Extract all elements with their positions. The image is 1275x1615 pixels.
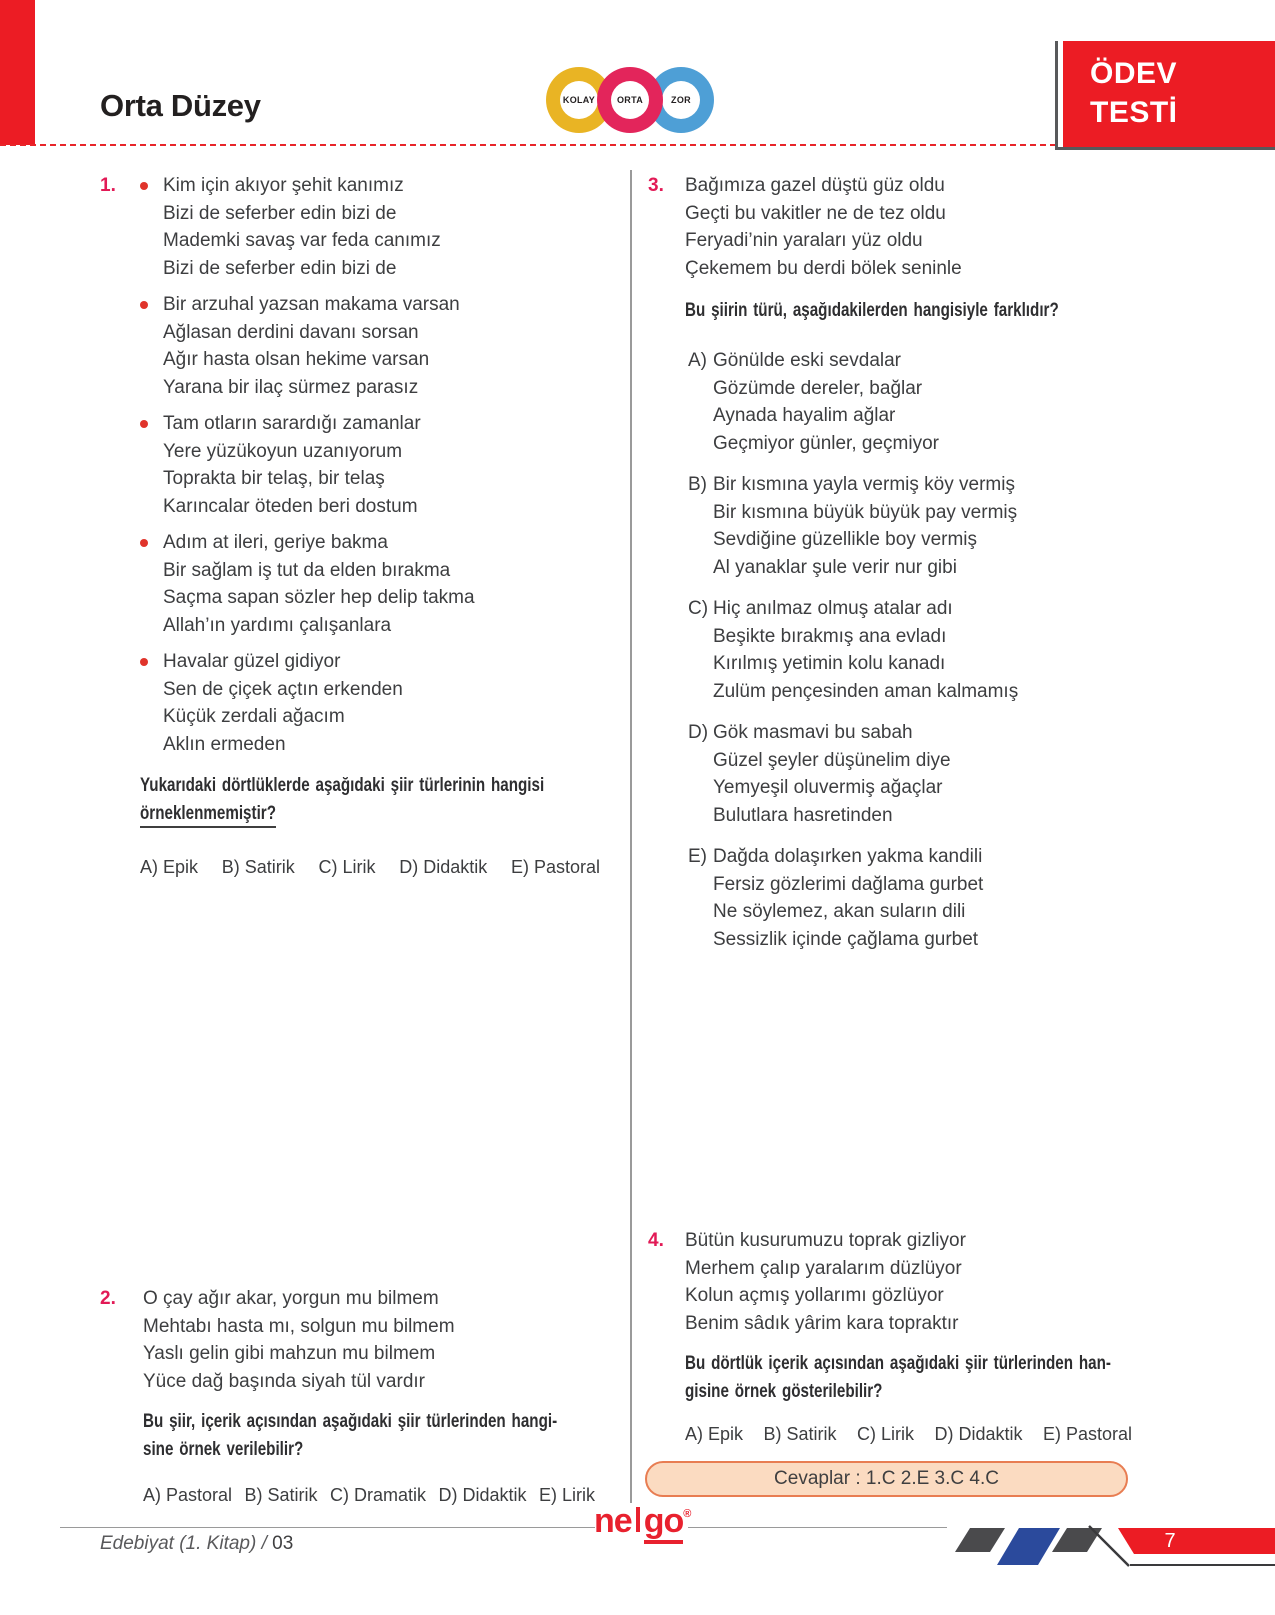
test-badge-bottom-rule [1055, 147, 1275, 150]
page-number-band [1118, 1528, 1275, 1554]
corner-accent-bar [0, 0, 35, 145]
poem-line: Yüce dağ başında siyah tül vardır [143, 1370, 426, 1392]
poem-line: Sen de çiçek açtın erkenden [163, 678, 403, 700]
poem-line: Adım at ileri, geriye bakma [163, 532, 388, 553]
poem-line: Karıncalar öteden beri dostum [163, 495, 418, 517]
poem-line: Yemyeşil oluvermiş ağaçlar [713, 777, 943, 798]
poem-line: Havalar güzel gidiyor [163, 651, 341, 672]
poem-line: Yere yüzükoyun uzanıyorum [163, 440, 403, 462]
option-letter: B) [688, 474, 707, 495]
poem-stanza [100, 529, 605, 639]
poem-line: Kim için akıyor şehit kanımız [163, 175, 404, 196]
page-number: 7 [1164, 1530, 1176, 1552]
poem-line: Aynada hayalim ağlar [713, 405, 896, 426]
answer-options-row [685, 1421, 1132, 1449]
question-number: 1. [100, 175, 116, 196]
test-type-line2: TESTİ [1090, 96, 1178, 129]
poem-line: Gözümde dereler, bağlar [713, 377, 923, 399]
badge-zor-label: ZOR [671, 95, 691, 105]
stem-line: gisine örnek gösterilebilir? [685, 1381, 883, 1402]
stripe-blue [997, 1528, 1060, 1565]
nego-logo [594, 1502, 691, 1541]
option-E [648, 843, 1143, 953]
poem-line: Ağır hasta olsan hekime varsan [163, 349, 430, 370]
poem-line: Bir sağlam iş tut da elden bırakma [163, 559, 451, 581]
poem-stanza [100, 410, 605, 520]
footer-decoration [930, 1500, 1275, 1570]
test-type-badge [1063, 41, 1275, 147]
poem-line: Gök masmavi bu sabah [713, 722, 913, 743]
option-letter: E) [688, 846, 707, 867]
poem-line: Güzel şeyler düşünelim diye [713, 749, 951, 771]
bullet-icon [140, 182, 148, 190]
option-A [648, 347, 1143, 457]
option-letter: D) [688, 722, 709, 743]
answer-key-text: Cevaplar : 1.C 2.E 3.C 4.C [774, 1468, 999, 1489]
option-item: D) Didaktik [934, 1424, 1023, 1444]
test-type-line1: ÖDEV [1090, 57, 1178, 90]
poem-line: Allah’ın yardımı çalışanlara [163, 614, 392, 636]
poem-line: Yaslı gelin gibi mahzun mu bilmem [143, 1343, 436, 1364]
question-3 [648, 172, 1143, 967]
poem-line: Yarana bir ilaç sürmez parasız [163, 376, 419, 398]
poem-line: Toprakta bir telaş, bir telaş [163, 468, 385, 489]
registered-mark: ® [683, 1508, 692, 1520]
poem-stanza [143, 1285, 605, 1395]
poem-line: O çay ağır akar, yorgun mu bilmem [143, 1288, 439, 1309]
poem-line: Feryadi’nin yaraları yüz oldu [685, 230, 923, 251]
option-item: B) Satirik [221, 857, 295, 877]
bullet-icon [140, 301, 148, 309]
poem-line: Kırılmış yetimin kolu kanadı [713, 653, 946, 674]
header-divider [0, 144, 1056, 146]
poem-line: Bütün kusurumuzu toprak gizliyor [685, 1230, 966, 1251]
answer-options-list [648, 347, 1143, 953]
poem-line: Merhem çalıp yaralarım düzlüyor [685, 1257, 962, 1279]
badge-kolay-label: KOLAY [562, 95, 596, 105]
poem-line: Geçti bu vakitler ne de tez oldu [685, 202, 946, 224]
logo-text-ne: ne [594, 1502, 632, 1540]
option-item: B) Satirik [244, 1485, 318, 1505]
bullet-icon [140, 539, 148, 547]
poem-line: Sevdiğine güzellikle boy vermiş [713, 529, 978, 550]
poem-line: Bizi de seferber edin bizi de [163, 202, 397, 224]
poem-line: Kolun açmış yollarımı gözlüyor [685, 1285, 944, 1306]
question-stem [143, 1408, 605, 1464]
option-item: A) Epik [140, 857, 199, 877]
column-divider [630, 170, 632, 1503]
difficulty-badges [546, 67, 714, 133]
poem-line: Mademki savaş var feda canımız [163, 230, 441, 251]
poem-line: Ne söylemez, akan suların dili [713, 901, 966, 922]
option-D [648, 719, 1143, 829]
answer-options-row [140, 854, 600, 882]
poem-line: Fersiz gözlerimi dağlama gurbet [713, 873, 984, 895]
question-number: 2. [100, 1288, 116, 1309]
option-item: D) Didaktik [399, 857, 488, 877]
poem-stanza [685, 1227, 1143, 1337]
poem-line: Bizi de seferber edin bizi de [163, 257, 397, 279]
option-B [648, 471, 1143, 581]
test-badge-left-rule [1055, 41, 1058, 148]
poem-line: Ağlasan derdini davanı sorsan [163, 321, 419, 343]
footer-rule-right [688, 1527, 947, 1528]
poem-line: Hiç anılmaz olmuş atalar adı [713, 598, 953, 619]
question-stem [140, 772, 605, 828]
poem-line: Çekemem bu derdi bölek seninle [685, 257, 962, 279]
question-2 [100, 1285, 605, 1510]
option-item: A) Epik [685, 1424, 744, 1444]
option-item: E) Pastoral [1042, 1424, 1132, 1444]
question-number: 3. [648, 175, 664, 196]
option-item: E) Lirik [538, 1485, 595, 1505]
badge-orta [597, 67, 663, 133]
stem-line: Bu şiir, içerik açısından aşağıdaki şiir türlerinden hangi- [143, 1411, 558, 1432]
poem-line: Dağda dolaşırken yakma kandili [713, 846, 983, 867]
footer-rule-left [60, 1527, 595, 1528]
poem-line: Bulutlara hasretinden [713, 804, 893, 826]
bullet-icon [140, 420, 148, 428]
poem-line: Küçük zerdali ağacım [163, 706, 345, 727]
question-number: 4. [648, 1230, 664, 1251]
option-letter: C) [688, 598, 709, 619]
stem-line: sine örnek verilebilir? [143, 1439, 304, 1460]
poem-line: Sessizlik içinde çağlama gurbet [713, 928, 979, 950]
option-item: A) Pastoral [143, 1485, 233, 1505]
poem-line: Tam otların sarardığı zamanlar [163, 413, 421, 434]
badge-orta-label: ORTA [616, 95, 644, 105]
stem-line-underlined: örneklenmemiştir? [140, 803, 276, 828]
logo-book-icon [636, 1507, 640, 1532]
poem-line: Al yanaklar şule verir nur gibi [713, 556, 957, 578]
question-stem [685, 1350, 1143, 1406]
stem-line: Bu dörtlük içerik açısından aşağıdaki şiir türlerinden han- [685, 1353, 1111, 1374]
option-item: E) Pastoral [510, 857, 600, 877]
book-title: Edebiyat (1. Kitap) / [100, 1533, 267, 1554]
poem-stanza [100, 648, 605, 758]
poem-stanza [100, 291, 605, 401]
poem-line: Mehtabı hasta mı, solgun mu bilmem [143, 1315, 455, 1337]
poem-line: Beşikte bırakmış ana evladı [713, 625, 947, 647]
book-label [100, 1533, 293, 1555]
stripe-gray-1 [955, 1528, 1005, 1552]
poem-line: Bağımıza gazel düştü güz oldu [685, 175, 945, 196]
book-number: 03 [272, 1533, 294, 1554]
answer-options-row [143, 1482, 595, 1510]
poem-line: Bir arzuhal yazsan makama varsan [163, 294, 460, 315]
stem-line: Bu şiirin türü, aşağıdakilerden hangisiyle farklıdır? [685, 300, 1059, 321]
page-title: Orta Düzey [100, 88, 261, 123]
poem-line: Geçmiyor günler, geçmiyor [713, 432, 939, 454]
option-item: C) Lirik [856, 1424, 914, 1444]
option-item: C) Lirik [318, 857, 376, 877]
question-1 [100, 172, 605, 882]
logo-text-go: go [644, 1502, 684, 1544]
poem-stanza [685, 172, 1143, 282]
poem-line: Bir kısmına yayla vermiş köy vermiş [713, 474, 1015, 495]
bullet-icon [140, 658, 148, 666]
poem-line: Gönülde eski sevdalar [713, 350, 901, 371]
answer-key-box [645, 1461, 1128, 1497]
poem-line: Bir kısmına büyük büyük pay vermiş [713, 501, 1018, 523]
poem-line: Benim sâdık yârim kara topraktır [685, 1312, 959, 1334]
question-4 [648, 1227, 1143, 1449]
option-item: B) Satirik [763, 1424, 837, 1444]
option-letter: A) [688, 350, 707, 371]
poem-line: Saçma sapan sözler hep delip takma [163, 587, 475, 608]
poem-line: Aklın ermeden [163, 733, 286, 755]
question-stem [685, 297, 1143, 325]
option-item: C) Dramatik [330, 1485, 427, 1505]
poem-line: Zulüm pençesinden aman kalmamış [713, 680, 1019, 702]
option-item: D) Didaktik [438, 1485, 527, 1505]
stem-line: Yukarıdaki dörtlüklerde aşağıdaki şiir türlerinin hangisi [140, 775, 545, 796]
poem-stanza [100, 172, 605, 282]
option-C [648, 595, 1143, 705]
